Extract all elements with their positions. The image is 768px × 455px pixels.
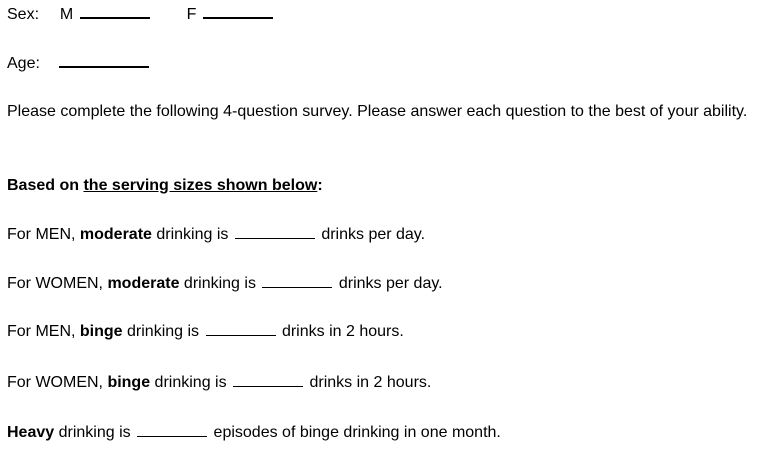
instruction-suffix: : [317,177,323,194]
age-label: Age: [7,55,40,72]
male-blank[interactable] [80,5,150,19]
question-keyword: moderate [79,226,152,243]
sex-row [7,5,275,25]
question-men-moderate [7,225,425,245]
male-label: M [59,6,74,23]
intro-paragraph: Please complete the following 4-question survey. Please answer each question to the best of your ability. [7,103,748,120]
answer-blank[interactable] [262,275,332,288]
question-keyword: moderate [107,275,180,292]
question-keyword: Heavy [7,424,55,441]
question-middle: drinking is [151,226,229,243]
female-label: F [186,6,197,23]
question-middle: drinking is [122,323,200,340]
instruction-prefix: Based on [7,177,84,194]
question-prefix: For WOMEN, [7,275,108,292]
question-women-moderate [7,274,443,294]
question-suffix: drinks in 2 hours. [281,323,404,340]
question-suffix: drinks per day. [338,275,443,292]
question-prefix: For MEN, [7,226,80,243]
answer-blank[interactable] [137,424,207,437]
female-blank[interactable] [203,5,273,19]
question-suffix: episodes of binge drinking in one month. [213,424,501,441]
question-middle: drinking is [54,424,131,441]
answer-blank[interactable] [206,323,276,336]
question-suffix: drinks in 2 hours. [309,374,432,391]
instruction-underlined: the serving sizes shown below [83,177,318,194]
question-suffix: drinks per day. [321,226,426,243]
question-heavy [7,423,501,443]
question-keyword: binge [79,323,123,340]
answer-blank[interactable] [233,374,303,387]
answer-blank[interactable] [235,226,315,239]
question-men-binge [7,322,404,342]
instruction [7,176,323,196]
question-keyword: binge [107,374,151,391]
sex-label: Sex: [7,6,40,23]
age-blank[interactable] [59,54,149,68]
question-middle: drinking is [179,275,256,292]
question-women-binge [7,373,431,393]
question-prefix: For MEN, [7,323,80,340]
age-row [7,54,151,74]
question-middle: drinking is [150,374,227,391]
question-prefix: For WOMEN, [7,374,108,391]
